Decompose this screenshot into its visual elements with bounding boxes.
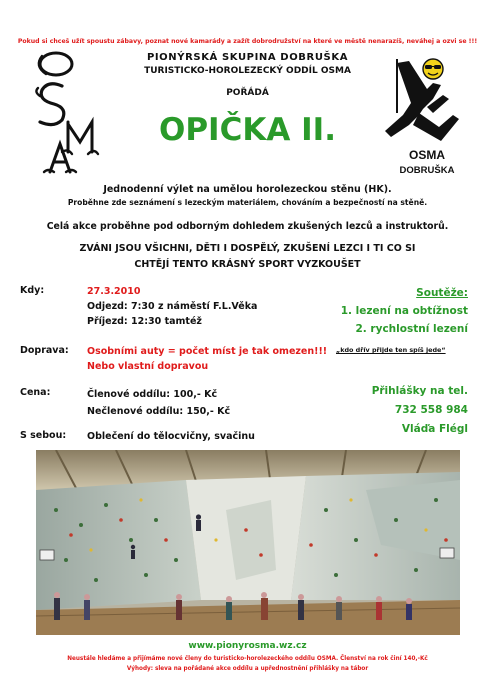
osma-script-logo	[28, 48, 108, 176]
signup-phone: 732 558 984	[394, 404, 468, 416]
signup-heading: Přihlášky na tel.	[371, 385, 468, 397]
price-members: Členové oddílu: 100,- Kč	[87, 389, 218, 400]
transport-own: Nebo vlastní dopravou	[87, 361, 209, 372]
price-label: Cena:	[20, 387, 51, 398]
membership-note: Neustále hledáme a přijímáme nové členy do turisticko-horolezeckého oddílu OSMA. Členství na rok činí 140,-Kč	[67, 656, 428, 662]
event-date: 27.3.2010	[87, 286, 141, 297]
organization-name: PIONÝRSKÁ SKUPINA DOBRUŠKA	[146, 52, 349, 63]
intro-invitation-line1: ZVÁNI JSOU VŠICHNI, DĚTI I DOSPĚLÝ, ZKUŠENÍ LEZCI I TI CO SI	[79, 243, 416, 254]
transport-note: „kdo dřív přijde ten spíš jede“	[336, 346, 446, 354]
logo-right-line1: OSMA	[409, 148, 445, 162]
contest-item-speed: 2. rychlostní lezení	[355, 323, 468, 335]
organizes-label: POŘÁDÁ	[226, 88, 269, 98]
transport-cars: Osobními auty = počet míst je tak omezen!!!	[87, 346, 328, 357]
contests-heading: Soutěže:	[416, 287, 468, 299]
transport-label: Doprava:	[20, 345, 69, 356]
intro-invitation	[20, 241, 475, 273]
contests-block	[300, 284, 468, 338]
intro-program-description: Proběhne zde seznámení s lezeckým materiálem, chováním a bezpečností na stěně.	[67, 198, 428, 207]
intro-trip-description: Jednodenní výlet na umělou horolezeckou stěnu (HK).	[103, 184, 392, 195]
membership-benefits: Výhody: sleva na pořádané akce oddílu a upřednostnění přihlášky na tábor	[126, 666, 369, 672]
club-name: TURISTICKO-HOROLEZECKÝ ODDÍL OSMA	[144, 66, 351, 76]
when-label: Kdy:	[20, 285, 45, 296]
top-invitation-note: Pokud si chceš užít spoustu zábavy, poznat nové kamarády a zažít dobrodružství na které ve městě nenarazíš, neváhej a ozvi se !!!	[17, 38, 478, 45]
intro-invitation-line2: CHTĚJÍ TENTO KRÁSNÝ SPORT VYZKOUŠET	[134, 259, 361, 270]
signup-block	[330, 382, 468, 439]
arrival-info: Příjezd: 12:30 tamtéž	[87, 316, 202, 327]
bring-label: S sebou:	[20, 430, 67, 441]
event-title: OPIČKA II.	[158, 112, 336, 148]
website-link[interactable]: www.pionyrosma.wz.cz	[188, 641, 307, 651]
transport-values	[87, 344, 327, 374]
when-values	[87, 284, 257, 329]
signup-contact-name: Vláďa Flégl	[401, 423, 468, 435]
climbing-wall-photo	[36, 450, 460, 635]
intro-supervision-note: Celá akce proběhne pod odborným dohledem zkušených lezců a instruktorů.	[46, 221, 449, 232]
logo-right-line2: DOBRUŠKA	[399, 165, 455, 176]
departure-info: Odjezd: 7:30 z náměstí F.L.Věka	[87, 301, 258, 312]
price-nonmembers: Nečlenové oddílu: 150,- Kč	[87, 406, 231, 417]
bring-value: Oblečení do tělocvičny, svačinu	[87, 431, 255, 442]
price-values	[87, 386, 230, 420]
osma-climber-logo	[383, 55, 469, 185]
contest-item-difficulty: 1. lezení na obtížnost	[340, 305, 468, 317]
